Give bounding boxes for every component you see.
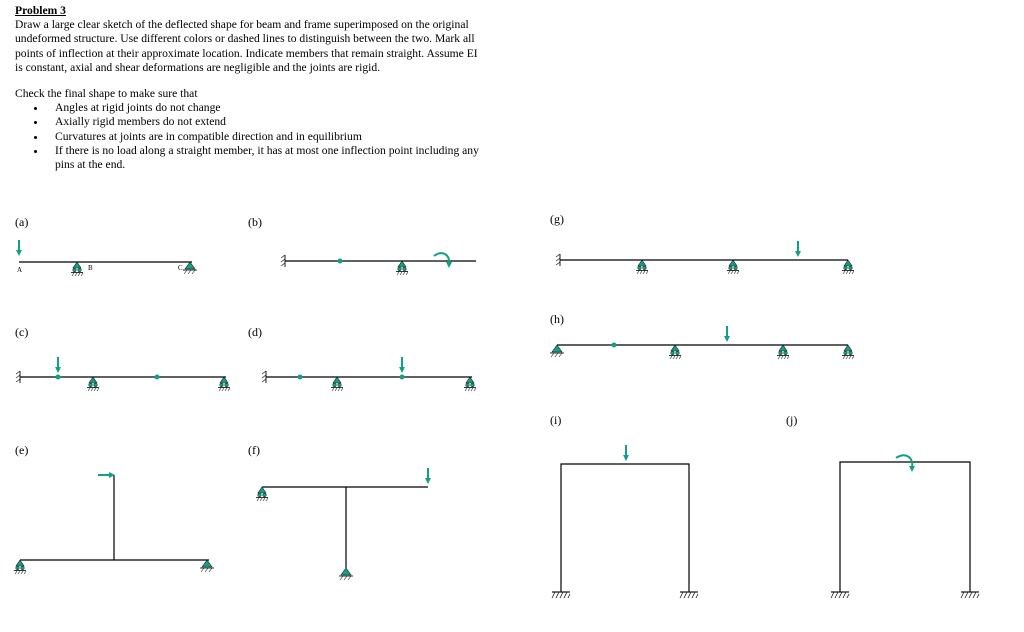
point-label-a: A — [17, 266, 23, 274]
figure-label-i: (i) — [550, 413, 562, 427]
figure-g — [556, 241, 854, 274]
check-item: • If there is no load along a straight member, it has at most one inflection point including any pins at the end. — [47, 144, 485, 172]
roller-support — [727, 260, 739, 274]
internal-hinge — [338, 259, 343, 264]
roller-support — [87, 377, 99, 391]
point-label-c: C — [178, 264, 183, 272]
figure-label-c: (c) — [15, 325, 29, 339]
figure-c — [16, 357, 230, 391]
internal-hinge — [612, 343, 617, 348]
problem-statement: Draw a large clear sketch of the deflected shape for beam and frame superimposed on the original undeformed structure. Use different colors or dashed lines to distinguish between the two. Mark all points of inflection at their approximate location. Indicate members that remain straight. Assume EI is constant, axial and shear deformations are negligible and the joints are rigid. — [15, 18, 478, 74]
figure-h — [550, 326, 854, 359]
figure-d — [262, 357, 476, 391]
roller-support — [777, 345, 789, 359]
roller-support — [256, 487, 268, 501]
roller-support — [331, 377, 343, 391]
point-load-arrow — [55, 357, 61, 373]
figure-label-a: (a) — [15, 215, 29, 229]
point-load-arrow — [399, 357, 405, 373]
roller-support — [669, 345, 681, 359]
point-label-b: B — [88, 264, 93, 272]
pin-support — [339, 568, 353, 580]
fixed-support — [16, 371, 20, 383]
point-load-arrow — [724, 326, 730, 342]
figure-i — [552, 445, 698, 598]
figure-f — [256, 468, 431, 580]
check-item: • Angles at rigid joints do not change — [47, 101, 485, 115]
roller-support — [636, 260, 648, 274]
figure-j — [831, 455, 979, 598]
point-load-arrow — [623, 445, 629, 461]
pin-support — [200, 560, 214, 572]
point-load-arrow — [795, 241, 801, 257]
figure-b — [281, 253, 476, 275]
roller-support — [842, 260, 854, 274]
check-intro: Check the final shape to make sure that — [15, 87, 198, 101]
figure-label-g: (g) — [550, 212, 564, 226]
fixed-support — [281, 255, 285, 267]
pin-support — [550, 345, 564, 357]
roller-support — [396, 261, 408, 275]
roller-support — [218, 377, 230, 391]
figure-label-j: (j) — [786, 413, 798, 427]
check-item: • Axially rigid members do not extend — [47, 115, 485, 129]
roller-support — [842, 345, 854, 359]
roller-support — [464, 377, 476, 391]
figure-label-e: (e) — [15, 443, 29, 457]
figure-label-b: (b) — [248, 215, 262, 229]
internal-hinge — [298, 375, 303, 380]
fixed-support — [831, 592, 849, 598]
check-item: • Curvatures at joints are in compatible direction and in equilibrium — [47, 130, 485, 144]
figure-label-h: (h) — [550, 312, 564, 326]
internal-hinge — [400, 375, 405, 380]
figure-label-f: (f) — [248, 443, 260, 457]
problem-title: Problem 3 — [15, 4, 66, 17]
internal-hinge — [155, 375, 160, 380]
point-load-arrow — [16, 240, 22, 256]
figure-a — [16, 240, 197, 276]
fixed-support — [680, 592, 698, 598]
roller-support — [14, 560, 26, 574]
figure-label-d: (d) — [248, 325, 262, 339]
point-load-arrow — [425, 468, 431, 484]
fixed-support — [556, 254, 560, 266]
internal-hinge — [56, 375, 61, 380]
pin-support — [183, 262, 197, 274]
fixed-support — [552, 592, 570, 598]
roller-support — [71, 262, 83, 276]
fixed-support — [961, 592, 979, 598]
figure-e — [14, 472, 214, 574]
fixed-support — [262, 371, 266, 383]
